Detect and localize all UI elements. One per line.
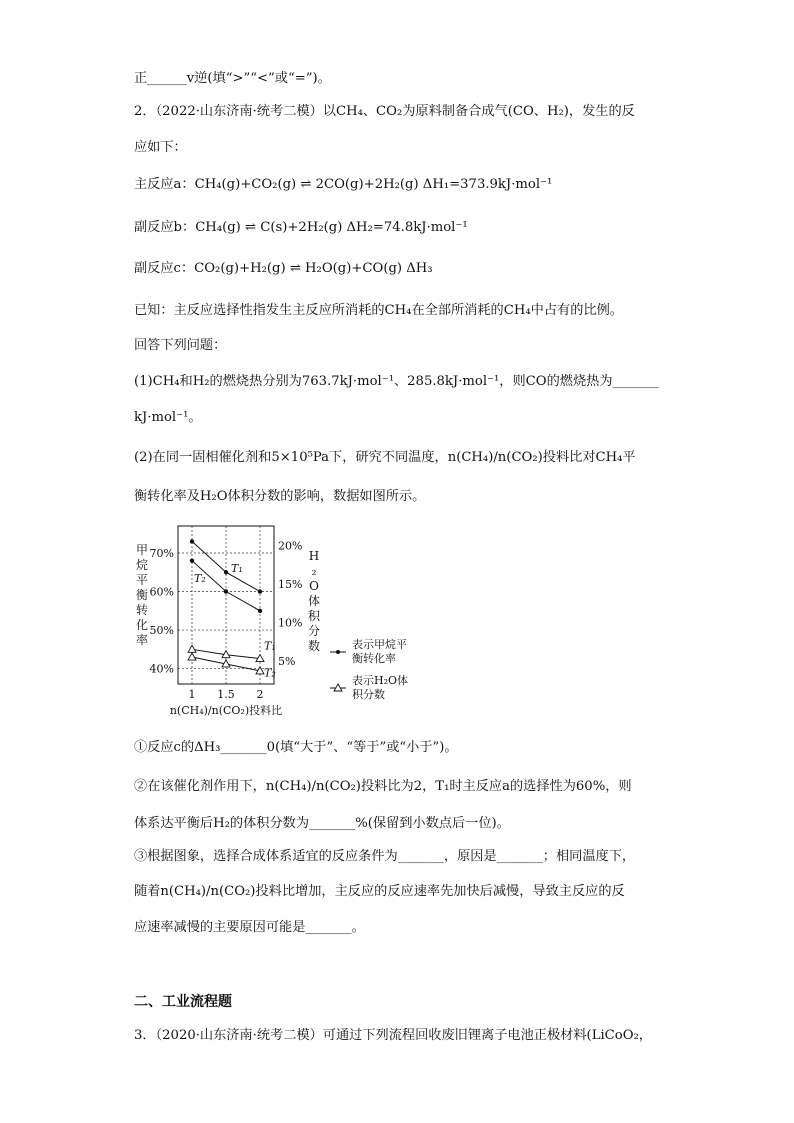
right-tick-labels (278, 539, 302, 668)
left-tick-label: 50% (149, 624, 174, 638)
prev-question-tail (134, 70, 331, 88)
data-point-dot (258, 589, 262, 593)
reaction-b: 副反应b：CH₄(g) ⇌ C(s)+2H₂(g) ΔH₂=74.8kJ·mol⁻¹ (134, 220, 468, 235)
reaction-c: 副反应c：CO₂(g)+H₂(g) ⇌ H₂O(g)+CO(g) ΔH₃ (134, 261, 433, 276)
sub-question-2: (2)在同一固相催化剂和5×10⁵Pa下，研究不同温度，n(CH₄)/n(CO₂)投料比对CH₄平 (134, 450, 636, 465)
right-axis-label-char: O (309, 579, 319, 593)
right-axis-label-char: ₂ (311, 564, 317, 578)
right-tick-label: 5% (278, 654, 296, 668)
text-line: 应如下： (134, 140, 187, 155)
sub-question-1: (1)CH₄和H₂的燃烧热分别为763.7kJ·mol⁻¹、285.8kJ·mol⁻¹，则CO的燃烧热为_______ (134, 374, 659, 389)
data-point-dot (190, 558, 194, 562)
series-name-label: T₂ (194, 571, 206, 585)
right-axis-label-char: 体 (307, 594, 321, 608)
data-point-dot (224, 589, 228, 593)
reaction-a: 主反应a：CH₄(g)+CO₂(g) ⇌ 2CO(g)+2H₂(g) ΔH₁=373.9kJ·mol⁻¹ (134, 177, 553, 192)
question-2-title (134, 103, 635, 121)
left-axis-label-char: 平 (135, 573, 149, 587)
sub-question-2-2: ②在该催化剂作用下，n(CH₄)/n(CO₂)投料比为2，T₁时主反应a的选择性为60%，则 (134, 779, 632, 794)
series-name-label: T₂ (264, 666, 276, 680)
text-line: kJ·mol⁻¹。 (134, 410, 202, 425)
right-axis-label-char: H (308, 549, 320, 563)
sub-question-2-3: ③根据图象，选择合成体系适宜的反应条件为_______，原因是_______；相同温度下， (134, 849, 636, 864)
data-point-triangle (188, 645, 196, 652)
text-line: 回答下列问题： (134, 338, 227, 353)
right-tick-label: 10% (278, 616, 303, 630)
left-tick-label: 40% (149, 662, 174, 676)
right-tick-label: 20% (278, 539, 303, 553)
x-tick-label: 2 (256, 688, 264, 701)
left-axis-label-char: 化 (135, 618, 149, 632)
text-line: 正______v逆(填“>”“<”或“=”)。 (134, 71, 331, 86)
series-name-label: T₁ (264, 639, 276, 653)
left-tick-label: 70% (149, 546, 174, 560)
right-axis-label-char: 分 (307, 624, 321, 638)
legend-methane-line2: 衡转化率 (352, 652, 396, 665)
x-tick-label: 1 (188, 688, 196, 701)
text-line: 随着n(CH₄)/n(CO₂)投料比增加，主反应的反应速率先加快后减慢，导致主反应的反 (134, 884, 625, 899)
left-axis-label-char: 甲 (135, 543, 149, 557)
data-point-dot (224, 570, 228, 574)
question-3-title: 3．（2020·山东济南·统考二模）可通过下列流程回收废旧锂离子电池正极材料(LiCoO₂， (134, 1028, 652, 1043)
text-line: 衡转化率及H₂O体积分数的影响，数据如图所示。 (134, 489, 426, 504)
left-axis-label-char: 率 (135, 633, 149, 647)
left-axis-label-char: 转 (135, 603, 149, 617)
x-tick-labels (189, 688, 264, 701)
data-point-dot (258, 609, 262, 613)
sub-question-2-1: ①反应c的ΔH₃_______0(填“大于”、“等于”或“小于”)。 (134, 740, 458, 755)
legend-water-line2: 积分数 (352, 688, 385, 701)
data-point-dot (190, 539, 194, 543)
legend-dot-marker (336, 650, 340, 654)
known-condition: 已知：主反应选择性指发生主反应所消耗的CH₄在全部所消耗的CH₄中占有的比例。 (134, 303, 623, 318)
equilibrium-chart (130, 520, 460, 720)
data-point-triangle (188, 653, 196, 660)
x-tick-label: 1.5 (217, 688, 235, 701)
legend-water-line1: 表示H₂O体 (352, 674, 409, 687)
right-tick-label: 15% (278, 577, 303, 591)
left-tick-label: 60% (149, 585, 174, 599)
series-name-label: T₁ (231, 562, 243, 576)
text-line: 应速率减慢的主要原因可能是_______。 (134, 920, 365, 935)
legend-methane-line1: 表示甲烷平 (352, 638, 407, 651)
section-heading: 二、工业流程题 (134, 994, 232, 1010)
right-axis-label (308, 549, 321, 653)
left-tick-labels (150, 547, 174, 676)
x-axis-label: n(CH₄)/n(CO₂)投料比 (169, 704, 283, 717)
left-axis-label-char: 衡 (135, 588, 149, 602)
left-axis-label (136, 543, 148, 647)
right-axis-label-char: 数 (307, 639, 321, 653)
text-line: 体系达平衡后H₂的体积分数为_______%(保留到小数点后一位)。 (134, 816, 510, 831)
right-axis-label-char: 积 (307, 609, 321, 623)
text-line: 2．（2022·山东济南·统考二模）以CH₄、CO₂为原料制备合成气(CO、H₂)，发生的反 (134, 104, 635, 119)
left-axis-label-char: 烷 (135, 558, 149, 572)
